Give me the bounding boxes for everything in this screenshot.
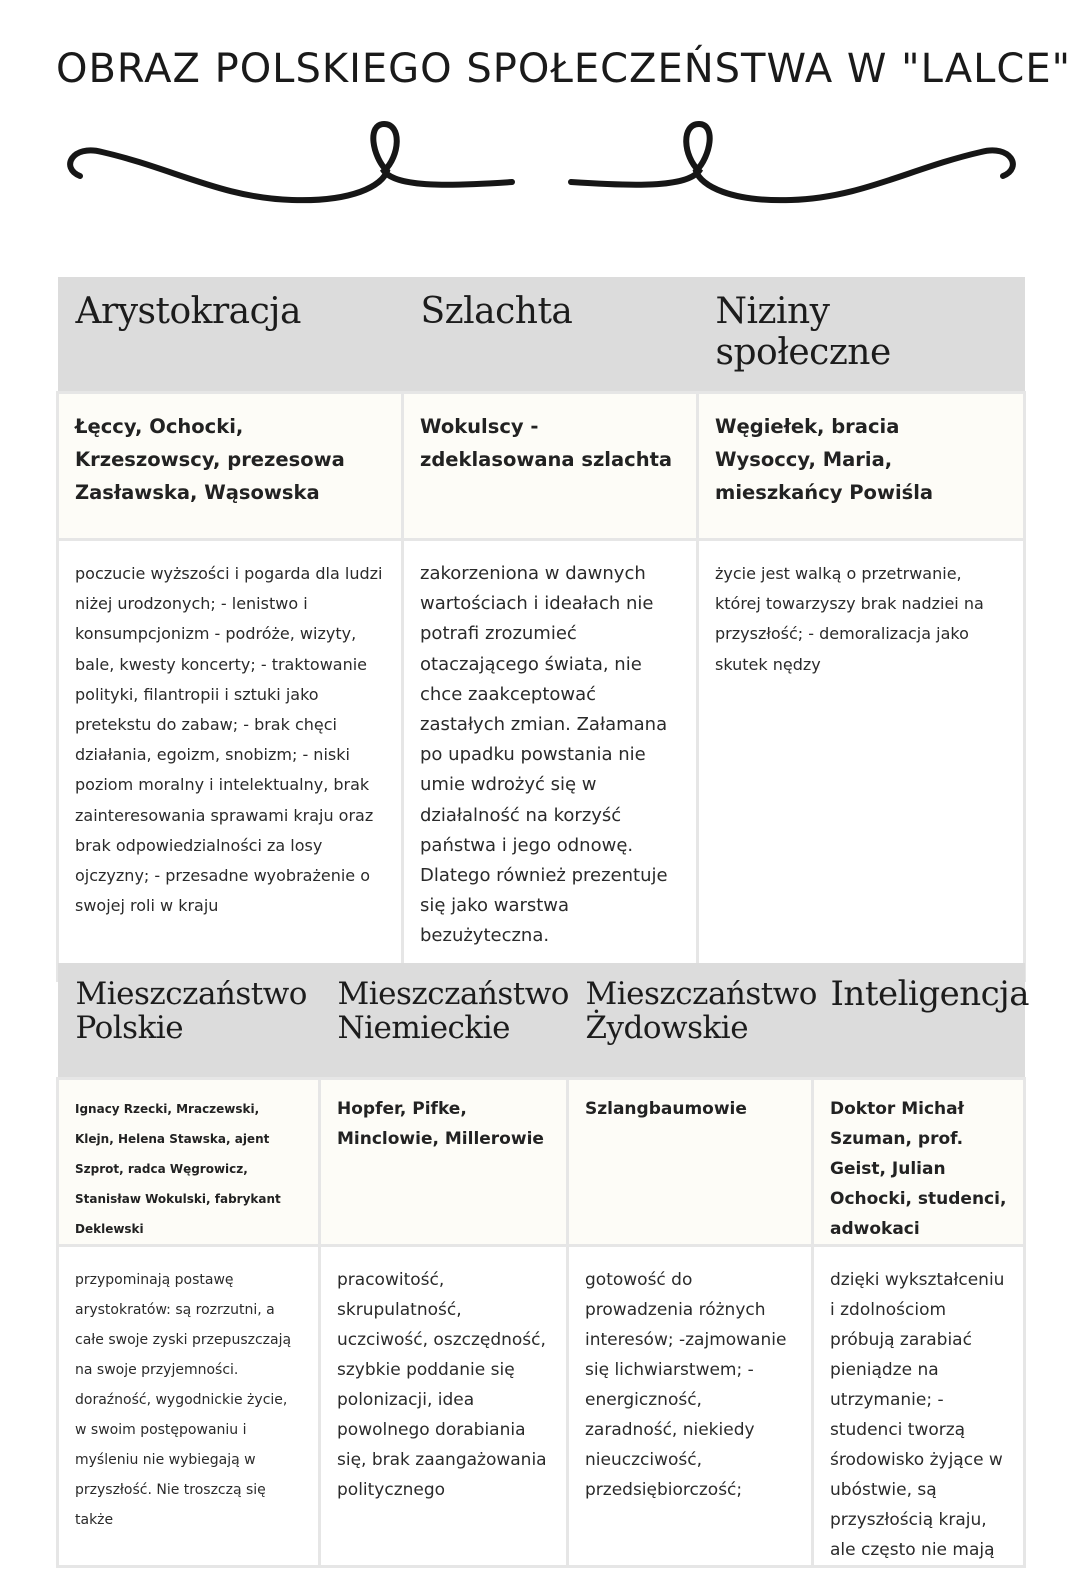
names-mieszczanstwo-niemieckie: Hopfer, Pifke, Minclowie, Millerowie [320,1079,568,1246]
names-mieszczanstwo-polskie: Ignacy Rzecki, Mraczewski, Klejn, Helena Stawska, ajent Szprot, radca Węgrowicz, Stanisław Wokulski, fabrykant Deklewski [58,1079,320,1246]
names-niziny-spoleczne: Węgiełek, bracia Wysoccy, Maria, mieszkańcy Powiśla [698,393,1025,540]
description-szlachta: zakorzeniona w dawnych wartościach i ideałach nie potrafi zrozumieć otaczającego świata, nie chce zaakceptować zastałych zmian. Załamana po upadku powstania nie umie wdrożyć się w działalność na korzyść państwa i jego odnowę. Dlatego również prezentuje się jako warstwa bezużyteczna. [403,540,698,981]
header-inteligencja: Inteligencja [813,963,1025,1079]
description-mieszczanstwo-polskie: przypominają postawę arystokratów: są rozrzutni, a całe swoje zyski przepuszczają na swoje przyjemności. doraźność, wygodnickie życie, w swoim postępowaniu i myśleniu nie wybiegają w przyszłość. Nie troszczą się także [58,1246,320,1567]
header-mieszczanstwo-zydowskie: Mieszczaństwo Żydowskie [568,963,813,1079]
header-mieszczanstwo-polskie: Mieszczaństwo Polskie [58,963,320,1079]
description-arystokracja: poczucie wyższości i pogarda dla ludzi niżej urodzonych; - lenistwo i konsumpcjonizm - podróże, wizyty, bale, kwesty koncerty; - traktowanie polityki, filantropii i sztuki jako pretekstu do zabaw; - brak chęci działania, egoizm, snobizm; - niski poziom moralny i intelektualny, brak zainteresowania sprawami kraju oraz brak odpowiedzialności za losy ojczyzny; - przesadne wyobrażenie o swojej roli w kraju [58,540,403,981]
description-mieszczanstwo-niemieckie: pracowitość, skrupulatność, uczciwość, oszczędność, szybkie poddanie się polonizacji, idea powolnego dorabiania się, brak zaangażowania politycznego [320,1246,568,1567]
header-szlachta: Szlachta [403,277,698,393]
page-title: OBRAZ POLSKIEGO SPOŁECZEŃSTWA W "LALCE" [56,46,1072,92]
names-inteligencja: Doktor Michał Szuman, prof. Geist, Julian Ochocki, studenci, adwokaci [813,1079,1025,1246]
names-arystokracja: Łęccy, Ochocki, Krzeszowscy, prezesowa Zasławska, Wąsowska [58,393,403,540]
description-niziny-spoleczne: życie jest walką o przetrwanie, której towarzyszy brak nadziei na przyszłość; - demoralizacja jako skutek nędzy [698,540,1025,981]
header-arystokracja: Arystokracja [58,277,403,393]
description-inteligencja: dzięki wykształceniu i zdolnościom próbują zarabiać pieniądze na utrzymanie; - studenci tworzą środowisko żyjące w ubóstwie, są przyszłością kraju, ale często nie mają [813,1246,1025,1567]
social-classes-table-2 [56,963,1029,1568]
social-classes-table-1 [56,277,1026,982]
header-niziny-spoleczne: Niziny społeczne [698,277,1025,393]
swirl-divider-left-icon [52,116,517,216]
header-mieszczanstwo-niemieckie: Mieszczaństwo Niemieckie [320,963,568,1079]
names-mieszczanstwo-zydowskie: Szlangbaumowie [568,1079,813,1246]
names-szlachta: Wokulscy - zdeklasowana szlachta [403,393,698,540]
description-mieszczanstwo-zydowskie: gotowość do prowadzenia różnych interesów; -zajmowanie się lichwiarstwem; - energiczność, zaradność, niekiedy nieuczciwość, przedsiębiorczość; [568,1246,813,1567]
swirl-divider-right-icon [566,116,1031,216]
